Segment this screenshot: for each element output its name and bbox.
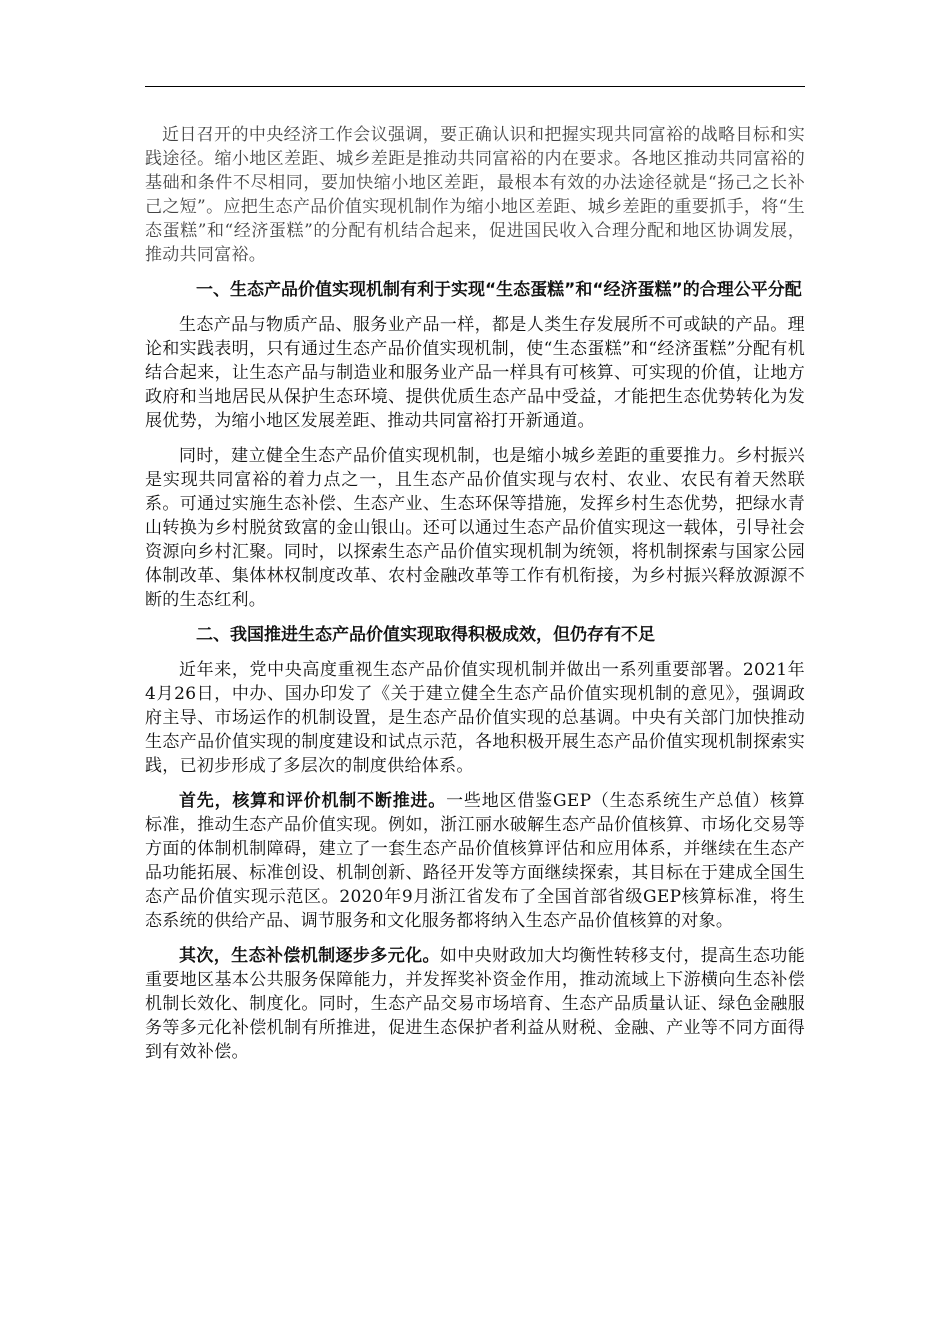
section-2-paragraph-2	[145, 789, 805, 933]
paragraph-body-text: 一些地区借鉴GEP（生态系统生产总值）核算标准，推动生态产品价值实现。例如，浙江丽水破解生态产品价值核算、市场化交易等方面的体制机制障碍，建立了一套生态产品价值核算评估和应用体系，并继续在生态产品功能拓展、标准创设、机制创新、路径开发等方面继续探索，其目标在于建成全国生态产品价值实现示范区。2020年9月浙江省发布了全国首部省级GEP核算标准，将生态系统的供给产品、调节服务和文化服务都将纳入生态产品价值核算的对象。	[145, 791, 805, 931]
article-body	[145, 123, 805, 1064]
paragraph-lead-sentence: 其次，生态补偿机制逐步多元化。	[179, 946, 440, 966]
section-2-paragraph-1: 近年来，党中央高度重视生态产品价值实现机制并做出一系列重要部署。2021年4月26日，中办、国办印发了《关于建立健全生态产品价值实现机制的意见》，强调政府主导、市场运作的机制设置，是生态产品价值实现的总基调。中央有关部门加快推动生态产品价值实现的制度建设和试点示范，各地积极开展生态产品价值实现机制探索实践，已初步形成了多层次的制度供给体系。	[145, 660, 805, 776]
section-2-heading: 二、我国推进生态产品价值实现取得积极成效，但仍存有不足	[196, 625, 655, 645]
section-1-heading: 一、生态产品价值实现机制有利于实现“生态蛋糕”和“经济蛋糕”的合理公平分配	[196, 280, 802, 300]
section-1-paragraph-2: 同时，建立健全生态产品价值实现机制，也是缩小城乡差距的重要推力。乡村振兴是实现共同富裕的着力点之一，且生态产品价值实现与农村、农业、农民有着天然联系。可通过实施生态补偿、生态产业、生态环保等措施，发挥乡村生态优势，把绿水青山转换为乡村脱贫致富的金山银山。还可以通过生态产品价值实现这一载体，引导社会资源向乡村汇聚。同时，以探索生态产品价值实现机制为统领，将机制探索与国家公园体制改革、集体林权制度改革、农村金融改革等工作有机衔接，为乡村振兴释放源源不断的生态红利。	[145, 446, 805, 610]
document-page	[145, 86, 805, 1075]
paragraph-body-text: 如中央财政加大均衡性转移支付，提高生态功能重要地区基本公共服务保障能力，并发挥奖补资金作用，推动流域上下游横向生态补偿机制长效化、制度化。同时，生态产品交易市场培育、生态产品质量认证、绿色金融服务等多元化补偿机制有所推进，促进生态保护者利益从财税、金融、产业等不同方面得到有效补偿。	[145, 946, 805, 1062]
intro-paragraph: 近日召开的中央经济工作会议强调，要正确认识和把握实现共同富裕的战略目标和实践途径。缩小地区差距、城乡差距是推动共同富裕的内在要求。各地区推动共同富裕的基础和条件不尽相同，要加快缩小地区差距，最根本有效的办法途径就是“扬己之长补己之短”。应把生态产品价值实现机制作为缩小地区差距、城乡差距的重要抓手，将“生态蛋糕”和“经济蛋糕”的分配有机结合起来，促进国民收入合理分配和地区协调发展，推动共同富裕。	[145, 125, 805, 265]
header-rule	[145, 86, 805, 87]
section-1-paragraph-1: 生态产品与物质产品、服务业产品一样，都是人类生存发展所不可或缺的产品。理论和实践表明，只有通过生态产品价值实现机制，使“生态蛋糕”和“经济蛋糕”分配有机结合起来，让生态产品与制造业和服务业产品一样具有可核算、可实现的价值，让地方政府和当地居民从保护生态环境、提供优质生态产品中受益，才能把生态优势转化为发展优势，为缩小地区发展差距、推动共同富裕打开新通道。	[145, 315, 805, 431]
paragraph-lead-sentence: 首先，核算和评价机制不断推进。	[179, 791, 447, 811]
section-2-paragraph-3	[145, 944, 805, 1064]
